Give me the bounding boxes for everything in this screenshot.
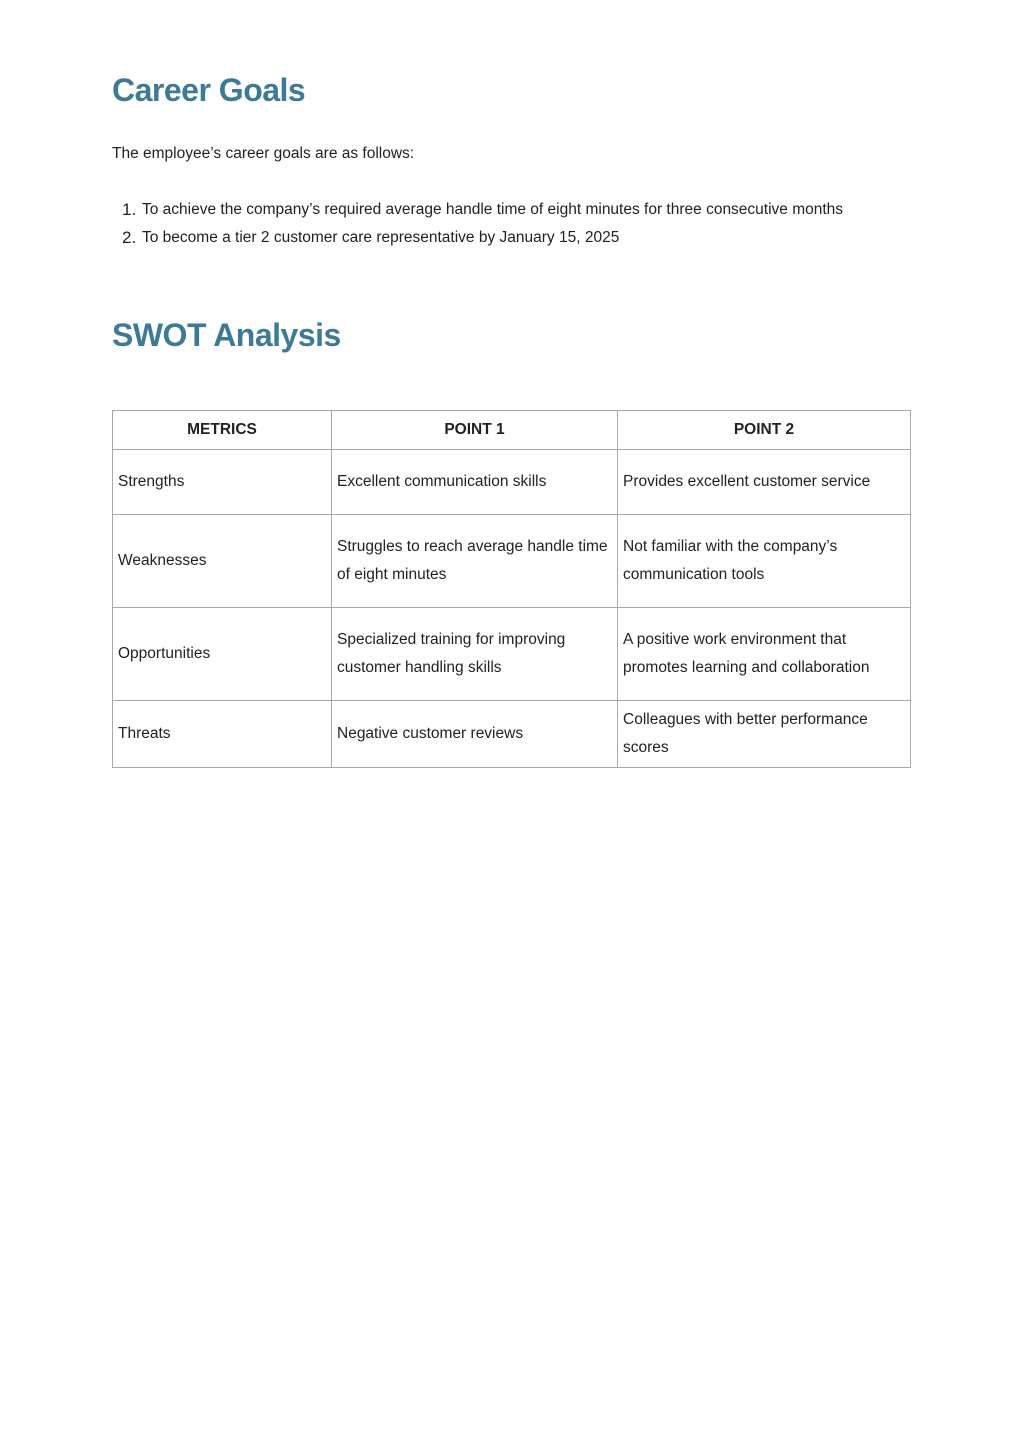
- metric-cell: Opportunities: [113, 608, 332, 701]
- table-row: [113, 450, 911, 515]
- career-goals-list: [112, 200, 912, 256]
- point-1-cell: Excellent communication skills: [332, 450, 618, 515]
- point-1-cell: Specialized training for improving customer handling skills: [332, 608, 618, 701]
- point-2-cell: Provides excellent customer service: [618, 450, 911, 515]
- list-item-text: To achieve the company’s required average handle time of eight minutes for three consecutive months: [142, 201, 844, 218]
- metric-cell: Weaknesses: [113, 515, 332, 608]
- swot-table: [112, 410, 911, 768]
- column-header-point-2: POINT 2: [618, 411, 911, 450]
- metric-cell: Strengths: [113, 450, 332, 515]
- list-item: [112, 200, 912, 228]
- table-row: [113, 515, 911, 608]
- table-row: [113, 701, 911, 768]
- metric-cell: Threats: [113, 701, 332, 768]
- point-2-cell: Colleagues with better performance scores: [618, 701, 911, 768]
- point-2-cell: Not familiar with the company’s communication tools: [618, 515, 911, 608]
- list-item-number: 1.: [122, 200, 137, 219]
- list-item-number: 2.: [122, 228, 137, 247]
- career-goals-intro: The employee’s career goals are as follows:: [112, 145, 415, 162]
- column-header-metrics: METRICS: [113, 411, 332, 450]
- table-header-row: [113, 411, 911, 450]
- swot-analysis-heading: SWOT Analysis: [112, 317, 341, 353]
- column-header-point-1: POINT 1: [332, 411, 618, 450]
- point-1-cell: Negative customer reviews: [332, 701, 618, 768]
- table-row: [113, 608, 911, 701]
- point-2-cell: A positive work environment that promotes learning and collaboration: [618, 608, 911, 701]
- career-goals-heading: Career Goals: [112, 72, 306, 108]
- point-1-cell: Struggles to reach average handle time of eight minutes: [332, 515, 618, 608]
- list-item: [112, 228, 912, 256]
- list-item-text: To become a tier 2 customer care representative by January 15, 2025: [142, 229, 620, 246]
